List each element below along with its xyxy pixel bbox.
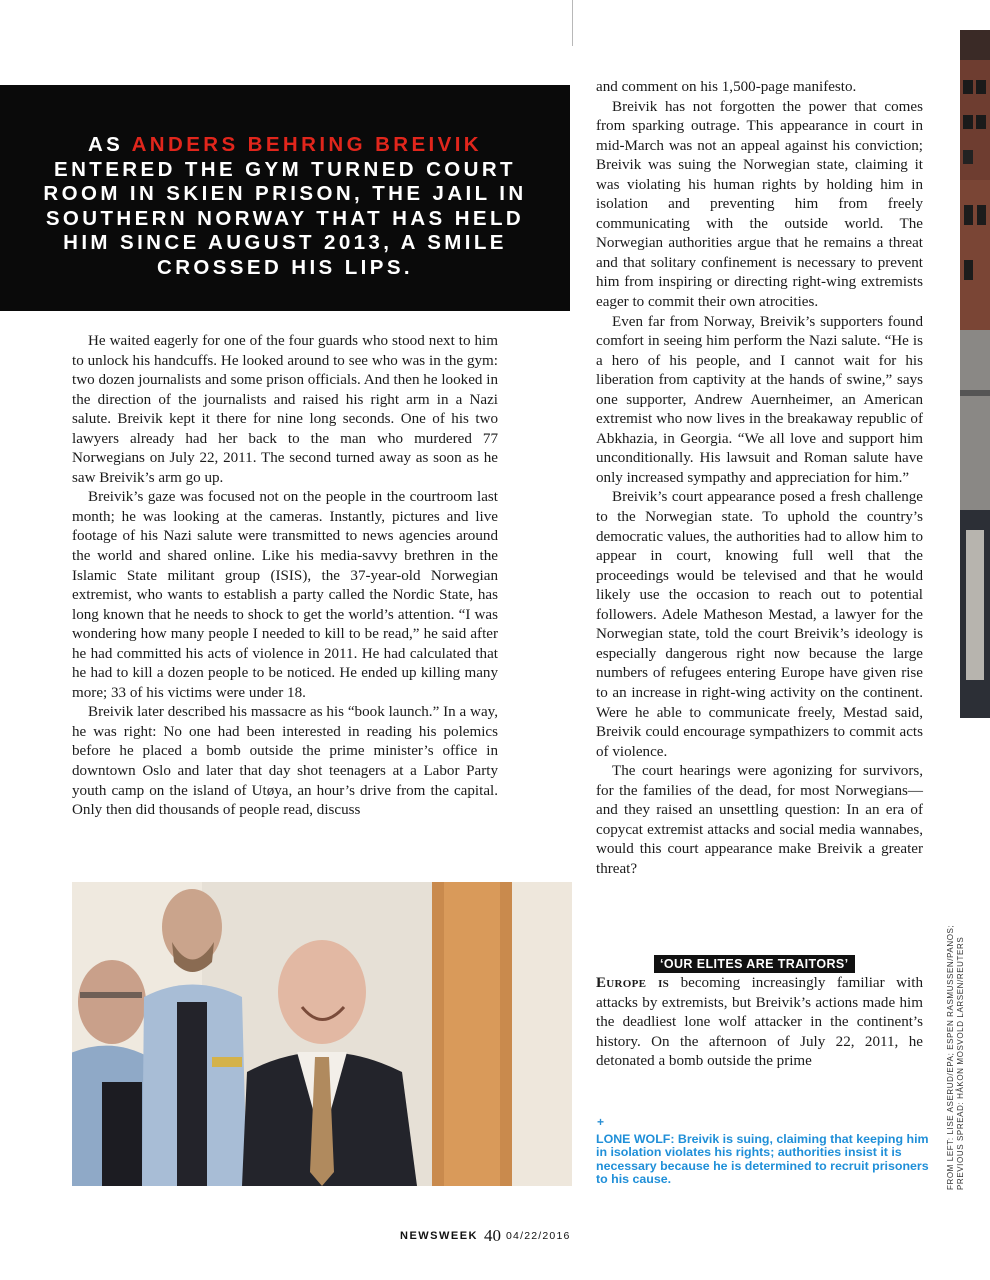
section-subhead: ‘OUR ELITES ARE TRAITORS’ xyxy=(654,955,855,973)
article-paragraph: Breivik’s court appearance posed a fresh challenge to the Norwegian state. To uphold the country’s democratic values, the authorities had to allow him to appear in court, knowing full well that the proceedings would be televised and that he would likely use the occasion to reach out to potential followers. Adele Matheson Mestad, a lawyer for the Norwegian state, told the court Breivik’s ideology is especially dangerous right now because the large numbers of refugees entering Europe have given rise to an increase in right-wing activity on the continent. Were he able to communicate freely, Mestad said, Breivik could encourage sympathizers to commit acts of violence. xyxy=(596,489,923,760)
photo-credit xyxy=(946,924,965,1190)
right-section-body xyxy=(596,974,923,1072)
photo-credit-line: PREVIOUS SPREAD: HÅKON MOSVOLD LARSEN/REUTERS xyxy=(955,936,965,1190)
article-paragraph: The court hearings were agonizing for survivors, for the families of the dead, for most Norwegians—and they raised an unsettling question: In an era of copycat extremist attacks and social media wannabes, would this court appearance make Breivik a greater threat? xyxy=(596,763,923,877)
photo-caption: LONE WOLF: Breivik is suing, claiming that keeping him in isolation violates his rights; authorities insist it is necessary because he is determined to recruit prisoners to his cause. xyxy=(596,1132,929,1186)
banner-headline-rest: ENTERED THE GYM TURNED COURT ROOM IN SKIEN PRISON, THE JAIL IN SOUTHERN NORWAY THAT HAS HELD HIM SINCE AUGUST 2013, A SMILE CROSSED HIS LIPS. xyxy=(43,157,527,279)
banner-headline-lead: AS xyxy=(87,133,132,156)
pull-quote-banner xyxy=(0,85,570,311)
article-paragraph: Breivik has not forgotten the power that comes from sparking outrage. This appearance in court in mid-March was not an appeal against his conviction; Breivik was suing the Norwegian state, claiming it was violating his human rights by holding him in isolation and preventing him from freely communicating with the outside world. The Norwegian authorities argue that he remains a threat and that solitary confinement is necessary to prevent him from inspiring or directing right-wing extremists eager to commit their own atrocities. xyxy=(596,98,923,311)
page-footer xyxy=(400,1226,571,1246)
issue-date: 04/22/2016 xyxy=(506,1230,571,1242)
section-text: becoming increasingly familiar with attacks by extremists, but Breivik’s actions made him the deadliest lone wolf attacker in the continent’s history. On the afternoon of July 22, 2011, he detonated a bomb outside the prime xyxy=(596,975,923,1070)
photo-credit-line: FROM LEFT: LISE ASERUD/EPA; ESPEN RASMUSSEN/PANOS; xyxy=(946,924,955,1190)
courtroom-photo xyxy=(72,882,572,1186)
banner-highlight-name: ANDERS BEHRING BREIVIK xyxy=(131,133,483,156)
column-divider-rule xyxy=(572,0,573,46)
article-paragraph: Even far from Norway, Breivik’s supporters found comfort in seeing him perform the Nazi salute. “He is a hero of his people, and I cannot wait for his liberation from captivity at the hands of swine,” says one supporter, Andrew Auernheimer, an American extremist who now lives in the breakaway republic of Abkhazia, in Georgia. “We all love and support him unconditionally. His lawsuit and Roman salute have only increased sympathy and appreciation for him.” xyxy=(596,313,923,486)
left-article-column xyxy=(72,332,498,821)
right-article-column xyxy=(596,78,923,879)
section-lead-in: Europe is xyxy=(596,975,670,991)
courtroom-photo-illustration xyxy=(72,882,572,1186)
caption-marker: + xyxy=(597,1115,605,1129)
article-paragraph: He waited eagerly for one of the four guards who stood next to him to unlock his handcuffs. He looked around to see who was in the gym: two dozen journalists and some prison officials. And then he looked in the direction of the journalists and raised his right arm in a Nazi salute. Breivik kept it there for nine long seconds. One of his two lawyers already had her back to the man who murdered 77 Norwegians on July 22, 2011. The second turned away as soon as he saw Breivik’s arm go up. xyxy=(72,333,498,486)
adjacent-page-photo-strip xyxy=(960,30,990,718)
section-paragraph xyxy=(596,974,923,1072)
article-continuation: and comment on his 1,500-page manifesto. xyxy=(596,79,857,95)
article-paragraph: Breivik later described his massacre as his “book launch.” In a way, he was right: No one had been interested in reading his polemics before he placed a bomb outside the prime minister’s office in downtown Oslo and later that day shot teenagers at a Labor Party youth camp on the island of Utøya, an hour’s drive from the capital. Only then did thousands of people read, discuss xyxy=(72,704,498,819)
page-number: 40 xyxy=(484,1226,501,1245)
article-paragraph: Breivik’s gaze was focused not on the people in the courtroom last month; he was looking at the cameras. Instantly, pictures and live footage of his Nazi salute were transmitted to news agencies around the world and shared online. Like his media-savvy brethren in the Islamic State militant group (ISIS), the 37-year-old Norwegian extremist, who wants to establish a party called the Nordic State, has long known that he needs to shock to get the world’s attention. “I was wondering how many people I needed to kill to be read,” he said after he had committed his acts of violence in 2011. He had calculated that he had to kill a dozen people to be noticed. He ended up killing many more; 33 of his victims were under 18. xyxy=(72,489,498,701)
banner-headline xyxy=(28,133,542,280)
footer-brand: NEWSWEEK xyxy=(400,1230,478,1242)
